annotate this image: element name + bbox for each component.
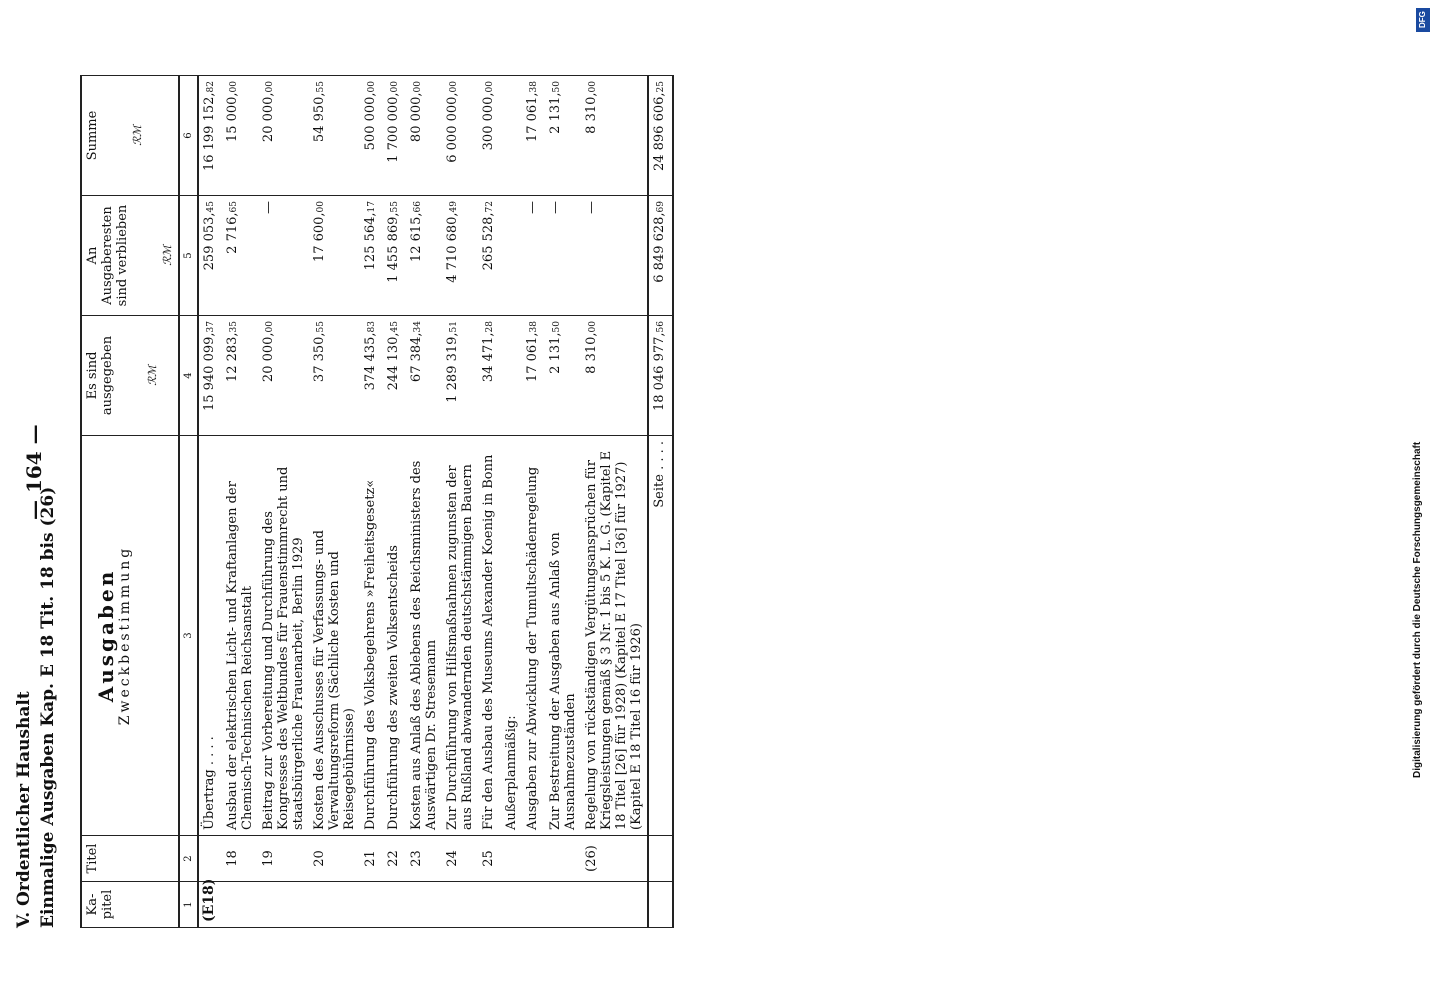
amount-cents: 34 bbox=[413, 321, 423, 333]
amount-cents: 17 bbox=[367, 201, 377, 213]
table-row bbox=[478, 76, 501, 928]
col-kapitel bbox=[81, 882, 179, 928]
amount-main: 2 131, bbox=[548, 92, 563, 134]
titel-cell: 18 bbox=[222, 836, 258, 882]
amount-cents: 00 bbox=[413, 81, 423, 93]
dfg-credit-text: Digitalisierung gefördert durch die Deutsche Forschungsgemeinschaft bbox=[1412, 441, 1423, 778]
kapitel-cell bbox=[545, 882, 581, 928]
amount-cell bbox=[360, 196, 383, 316]
table-row bbox=[222, 76, 258, 928]
col-ausgaben-sub: Zweckbestimmung bbox=[117, 545, 133, 726]
amount-cents: 55 bbox=[316, 81, 326, 93]
description-cell: Für den Ausbau des Museums Alexander Koenig in Bonn bbox=[478, 436, 501, 836]
amount-cell bbox=[545, 316, 581, 436]
amount-cell bbox=[360, 316, 383, 436]
col-summe bbox=[81, 76, 179, 196]
amount-main: 1 289 319, bbox=[445, 332, 460, 403]
amount-cents: 72 bbox=[485, 201, 495, 213]
titel-cell: 25 bbox=[478, 836, 501, 882]
amount-cell bbox=[198, 76, 222, 196]
col-ausgaben-title: Ausgaben bbox=[94, 568, 118, 703]
unit-label: ℛℳ bbox=[161, 245, 174, 266]
amount-cell bbox=[581, 76, 648, 196]
titel-cell: 23 bbox=[406, 836, 442, 882]
totals-row bbox=[648, 76, 673, 928]
column-number-row bbox=[179, 76, 198, 928]
description-cell: Ausgaben zur Abwicklung der Tumultschädenregelung bbox=[522, 436, 545, 836]
amount-cents: 49 bbox=[449, 201, 459, 213]
amount-cell bbox=[383, 316, 406, 436]
amount-main: 8 310, bbox=[584, 332, 599, 374]
section-subtitle: Einmalige Ausgaben Kap. E 18 Tit. 18 bis (26) bbox=[38, 486, 58, 928]
amount-cell bbox=[442, 76, 478, 196]
col-number: 5 bbox=[179, 196, 198, 316]
amount-main: 4 710 680, bbox=[445, 212, 460, 283]
col-number: 4 bbox=[179, 316, 198, 436]
description-cell: Durchführung des Volksbegehrens »Freiheitsgesetz« bbox=[360, 436, 383, 836]
amount-cell bbox=[478, 76, 501, 196]
table-row bbox=[545, 76, 581, 928]
amount-cell bbox=[258, 76, 309, 196]
description-cell: Zur Durchführung von Hilfsmaßnahmen zugunsten der aus Rußland abwandernden deutschstämmigen Bauern bbox=[442, 436, 478, 836]
totals-label: Seite . . . . bbox=[648, 436, 673, 836]
amount-main: 12 283, bbox=[225, 332, 240, 383]
amount-cell bbox=[222, 196, 258, 316]
kapitel-cell bbox=[222, 882, 258, 928]
titel-cell bbox=[522, 836, 545, 882]
kapitel-cell bbox=[406, 882, 442, 928]
amount-main: 300 000, bbox=[481, 92, 496, 151]
amount-cell bbox=[258, 316, 309, 436]
table-row bbox=[442, 76, 478, 928]
col-ausgaben bbox=[81, 436, 179, 836]
budget-table bbox=[80, 75, 674, 928]
amount-main: 15 940 099, bbox=[202, 332, 217, 412]
titel-cell: 19 bbox=[258, 836, 309, 882]
amount-main: 16 199 152, bbox=[202, 92, 217, 172]
amount-cell bbox=[258, 196, 309, 316]
kapitel-cell bbox=[360, 882, 383, 928]
titel-cell bbox=[501, 836, 522, 882]
amount-cents: 55 bbox=[316, 321, 326, 333]
amount-cents: 69 bbox=[656, 201, 666, 213]
amount-main: — bbox=[261, 201, 276, 214]
amount-cents: 50 bbox=[552, 321, 562, 333]
table-row bbox=[501, 76, 522, 928]
section-title: V. Ordentlicher Haushalt bbox=[14, 691, 34, 928]
amount-cents: 00 bbox=[229, 81, 239, 93]
amount-main: 8 310, bbox=[584, 92, 599, 134]
amount-cell bbox=[522, 76, 545, 196]
amount-cell bbox=[478, 196, 501, 316]
amount-cents: 45 bbox=[206, 201, 216, 213]
table-row bbox=[309, 76, 360, 928]
amount-cents: 38 bbox=[529, 321, 539, 333]
amount-cell bbox=[581, 196, 648, 316]
description-cell: Außerplanmäßig: bbox=[501, 436, 522, 836]
kapitel-cell bbox=[258, 882, 309, 928]
amount-cell bbox=[406, 76, 442, 196]
amount-main: 6 000 000, bbox=[445, 92, 460, 163]
amount-cents: 82 bbox=[206, 81, 216, 93]
unit-label: ℛℳ bbox=[131, 125, 144, 146]
amount-cents: 00 bbox=[390, 81, 400, 93]
col-ausgegeben-label: Es sind ausgegeben bbox=[85, 335, 115, 416]
amount-cell bbox=[383, 196, 406, 316]
kapitel-cell bbox=[383, 882, 406, 928]
table-row bbox=[360, 76, 383, 928]
amount-main: 20 000, bbox=[261, 92, 276, 143]
amount-cents: 35 bbox=[229, 321, 239, 333]
titel-cell: 22 bbox=[383, 836, 406, 882]
amount-cents: 37 bbox=[206, 321, 216, 333]
amount-cents: 50 bbox=[552, 81, 562, 93]
kapitel-cell bbox=[501, 882, 522, 928]
amount-main: 125 564, bbox=[363, 212, 378, 271]
amount-cents: 00 bbox=[265, 81, 275, 93]
amount-main: 24 896 606, bbox=[652, 92, 667, 172]
amount-cell bbox=[222, 76, 258, 196]
amount-main: 500 000, bbox=[363, 92, 378, 151]
amount-cell bbox=[442, 316, 478, 436]
description-cell: Übertrag . . . . bbox=[198, 436, 222, 836]
col-number: 6 bbox=[179, 76, 198, 196]
amount-cell bbox=[648, 76, 673, 196]
amount-cell bbox=[406, 196, 442, 316]
amount-cell bbox=[501, 196, 522, 316]
table-row bbox=[581, 76, 648, 928]
amount-main: 2 716, bbox=[225, 212, 240, 254]
description-cell: Kosten aus Anlaß des Ablebens des Reichsministers des Auswärtigen Dr. Stresemann bbox=[406, 436, 442, 836]
amount-cell bbox=[442, 196, 478, 316]
amount-cell bbox=[545, 196, 581, 316]
amount-cents: 00 bbox=[485, 81, 495, 93]
amount-cell bbox=[360, 76, 383, 196]
table-row bbox=[383, 76, 406, 928]
col-titel bbox=[81, 836, 179, 882]
titel-cell bbox=[198, 836, 222, 882]
empty-cell bbox=[648, 882, 673, 928]
kapitel-cell bbox=[581, 882, 648, 928]
amount-main: 1 455 869, bbox=[386, 212, 401, 283]
titel-cell: 24 bbox=[442, 836, 478, 882]
col-titel-label: Titel bbox=[85, 843, 100, 874]
amount-cents: 00 bbox=[449, 81, 459, 93]
amount-cell bbox=[522, 196, 545, 316]
amount-main: 17 600, bbox=[312, 212, 327, 263]
table-row bbox=[198, 76, 222, 928]
col-kapitel-label: Ka-pitel bbox=[85, 889, 115, 920]
amount-cell bbox=[581, 316, 648, 436]
amount-cell bbox=[648, 316, 673, 436]
kapitel-cell bbox=[522, 882, 545, 928]
col-number: 3 bbox=[179, 436, 198, 836]
amount-cents: 25 bbox=[656, 81, 666, 93]
amount-main: 67 384, bbox=[409, 332, 424, 383]
amount-cents: 66 bbox=[413, 201, 423, 213]
amount-cents: 83 bbox=[367, 321, 377, 333]
amount-cell bbox=[406, 316, 442, 436]
col-number: 2 bbox=[179, 836, 198, 882]
amount-cell bbox=[648, 196, 673, 316]
amount-main: 244 130, bbox=[386, 332, 401, 391]
description-cell: Ausbau der elektrischen Licht- und Kraftanlagen der Chemisch-Technischen Reichsanstalt bbox=[222, 436, 258, 836]
amount-cents: 00 bbox=[265, 321, 275, 333]
kapitel-cell bbox=[442, 882, 478, 928]
amount-cents: 00 bbox=[588, 321, 598, 333]
amount-cell bbox=[198, 316, 222, 436]
amount-cell bbox=[222, 316, 258, 436]
amount-cell bbox=[522, 316, 545, 436]
unit-label: ℛℳ bbox=[146, 365, 159, 386]
amount-cell bbox=[198, 196, 222, 316]
amount-main: 15 000, bbox=[225, 92, 240, 143]
amount-cell bbox=[309, 316, 360, 436]
amount-main: 37 350, bbox=[312, 332, 327, 383]
col-number: 1 bbox=[179, 882, 198, 928]
description-cell: Regelung von rückständigen Vergütungsansprüchen für Kriegsleistungen gemäß § 3 Nr. 1 bis 5 K. L. G. (Kapitel E 18 Titel [26] für 1928) (Kapitel E 17 Titel [36] für 1927) (Kapitel E 18 Titel 16 für 1926) bbox=[581, 436, 648, 836]
amount-main: 6 849 628, bbox=[652, 212, 667, 283]
amount-main: 17 061, bbox=[525, 92, 540, 143]
amount-main: 1 700 000, bbox=[386, 92, 401, 163]
amount-main: 259 053, bbox=[202, 212, 217, 271]
amount-cell bbox=[501, 76, 522, 196]
amount-main: 12 615, bbox=[409, 212, 424, 263]
titel-cell: 21 bbox=[360, 836, 383, 882]
amount-cell bbox=[383, 76, 406, 196]
col-ausgegeben bbox=[81, 316, 179, 436]
amount-main: 18 046 977, bbox=[652, 332, 667, 412]
page-number: — 164 — bbox=[22, 424, 46, 520]
amount-main: 374 435, bbox=[363, 332, 378, 391]
amount-main: — bbox=[584, 201, 599, 214]
description-cell: Zur Bestreitung der Ausgaben aus Anlaß von Ausnahmezuständen bbox=[545, 436, 581, 836]
titel-cell: 20 bbox=[309, 836, 360, 882]
amount-cell bbox=[545, 76, 581, 196]
amount-cell bbox=[501, 316, 522, 436]
kapitel-cell bbox=[309, 882, 360, 928]
amount-cents: 00 bbox=[316, 201, 326, 213]
amount-main: — bbox=[525, 201, 540, 214]
amount-cell bbox=[309, 196, 360, 316]
titel-cell: (26) bbox=[581, 836, 648, 882]
amount-cents: 56 bbox=[656, 321, 666, 333]
amount-cents: 55 bbox=[390, 201, 400, 213]
amount-cents: 00 bbox=[588, 81, 598, 93]
amount-main: 34 471, bbox=[481, 332, 496, 383]
header-row bbox=[81, 76, 179, 928]
col-reste bbox=[81, 196, 179, 316]
amount-cell bbox=[309, 76, 360, 196]
amount-main: 80 000, bbox=[409, 92, 424, 143]
kapitel-cell bbox=[478, 882, 501, 928]
amount-cents: 45 bbox=[390, 321, 400, 333]
amount-cell bbox=[478, 316, 501, 436]
table-row bbox=[406, 76, 442, 928]
amount-cents: 65 bbox=[229, 201, 239, 213]
amount-cents: 38 bbox=[529, 81, 539, 93]
empty-cell bbox=[648, 836, 673, 882]
description-cell: Kosten des Ausschusses für Verfassungs- und Verwaltungsreform (Sächliche Kosten und Reisegebührnisse) bbox=[309, 436, 360, 836]
description-cell: Durchführung des zweiten Volksentscheids bbox=[383, 436, 406, 836]
description-cell: Beitrag zur Vorbereitung und Durchführung des Kongresses des Weltbundes für Frauenstimmrecht und staatsbürgerliche Frauenarbeit, Berlin 1929 bbox=[258, 436, 309, 836]
titel-cell bbox=[545, 836, 581, 882]
col-reste-label: An Ausgaberesten sind verblieben bbox=[85, 204, 130, 307]
amount-main: 265 528, bbox=[481, 212, 496, 271]
amount-cents: 28 bbox=[485, 321, 495, 333]
col-summe-label: Summe bbox=[85, 110, 100, 161]
dfg-credit bbox=[1412, 8, 1430, 998]
amount-cents: 00 bbox=[367, 81, 377, 93]
table-row bbox=[258, 76, 309, 928]
amount-main: 20 000, bbox=[261, 332, 276, 383]
amount-main: 54 950, bbox=[312, 92, 327, 143]
header-left bbox=[12, 487, 60, 928]
dfg-logo: DFG bbox=[1416, 8, 1430, 32]
amount-main: — bbox=[548, 201, 563, 214]
amount-cents: 51 bbox=[449, 321, 459, 333]
table-row bbox=[522, 76, 545, 928]
amount-main: 17 061, bbox=[525, 332, 540, 383]
amount-main: 2 131, bbox=[548, 332, 563, 374]
kapitel-cell: (E18) bbox=[198, 882, 222, 928]
